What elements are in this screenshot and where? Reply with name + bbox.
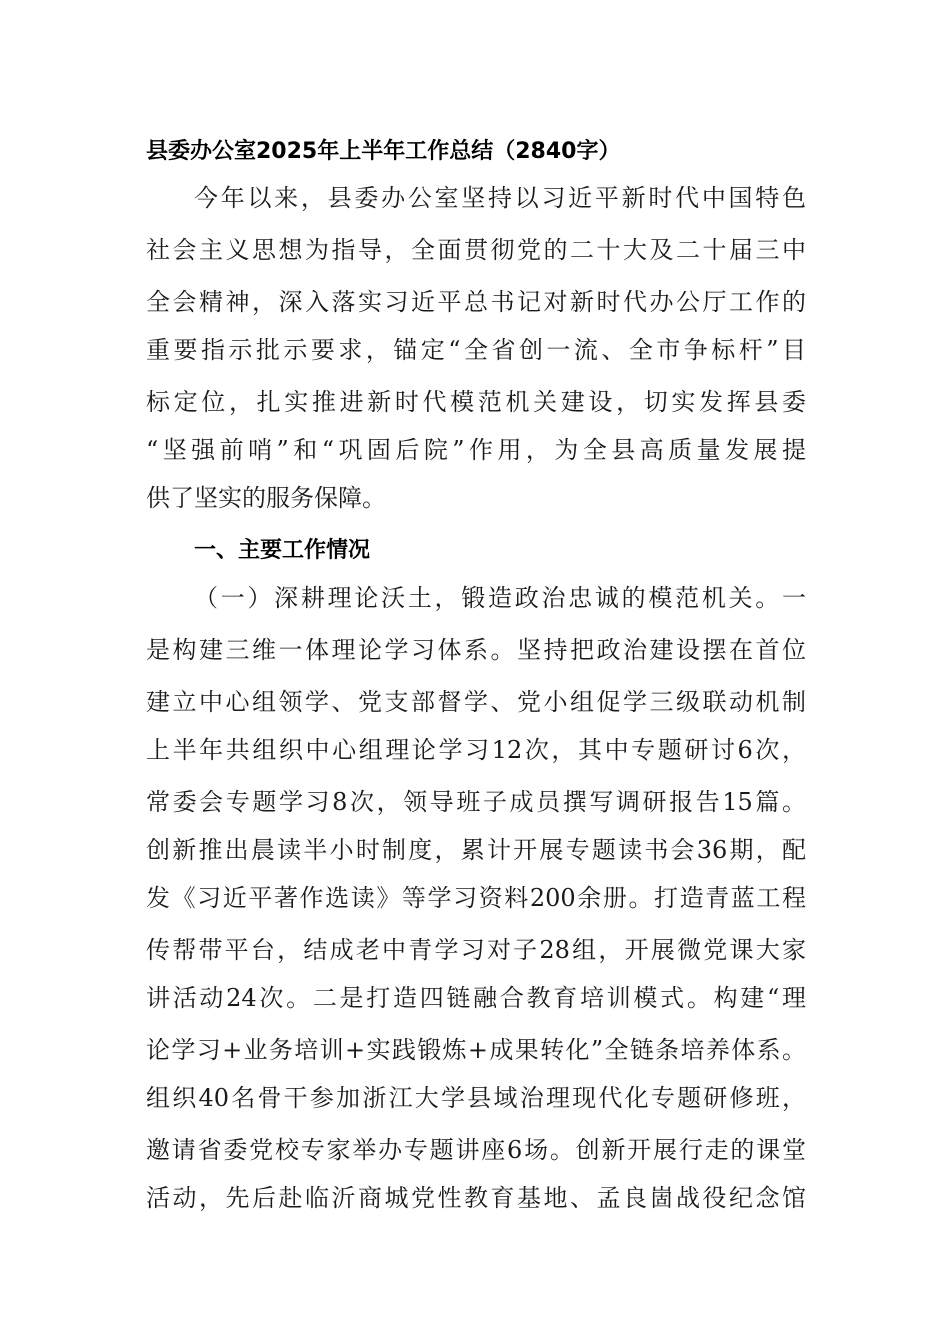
intro-line: 今年以来，县委办公室坚持以习近平新时代中国特色 — [194, 184, 806, 212]
section-line: 发《习近平著作选读》等学习资料200余册。打造青蓝工程 — [146, 884, 806, 912]
section-line: 创新推出晨读半小时制度，累计开展专题读书会36期，配 — [146, 836, 806, 864]
section-line: 活动，先后赴临沂商城党性教育基地、孟良崮战役纪念馆 — [146, 1184, 806, 1212]
intro-line: 社会主义思想为指导，全面贯彻党的二十大及二十届三中 — [146, 236, 806, 264]
section-line: 传帮带平台，结成老中青学习对子28组，开展微党课大家 — [146, 936, 806, 964]
intro-line: 重要指示批示要求，锚定“全省创一流、全市争标杆”目 — [146, 336, 806, 364]
intro-line: 供了坚实的服务保障。 — [146, 484, 386, 512]
section-line: 论学习+业务培训+实践锻炼+成果转化”全链条培养体系。 — [146, 1036, 806, 1064]
section-line: 上半年共组织中心组理论学习12次，其中专题研讨6次， — [146, 736, 806, 764]
section-line: 常委会专题学习8次，领导班子成员撰写调研报告15篇。 — [146, 788, 806, 816]
document-title: 县委办公室2025年上半年工作总结（2840字） — [146, 139, 621, 164]
section-line: （一）深耕理论沃土，锻造政治忠诚的模范机关。一 — [194, 584, 806, 612]
section-line: 讲活动24次。二是打造四链融合教育培训模式。构建“理 — [146, 984, 806, 1012]
section-line: 建立中心组领学、党支部督学、党小组促学三级联动机制 — [146, 688, 806, 716]
section-line: 邀请省委党校专家举办专题讲座6场。创新开展行走的课堂 — [146, 1136, 806, 1164]
intro-line: 全会精神，深入落实习近平总书记对新时代办公厅工作的 — [146, 288, 806, 316]
intro-line: 标定位，扎实推进新时代模范机关建设，切实发挥县委 — [146, 388, 806, 416]
intro-line: “坚强前哨”和“巩固后院”作用，为全县高质量发展提 — [146, 436, 806, 464]
section-line: 是构建三维一体理论学习体系。坚持把政治建设摆在首位 — [146, 636, 806, 664]
section-line: 组织40名骨干参加浙江大学县域治理现代化专题研修班， — [146, 1084, 806, 1112]
section-heading: 一、主要工作情况 — [194, 538, 371, 563]
